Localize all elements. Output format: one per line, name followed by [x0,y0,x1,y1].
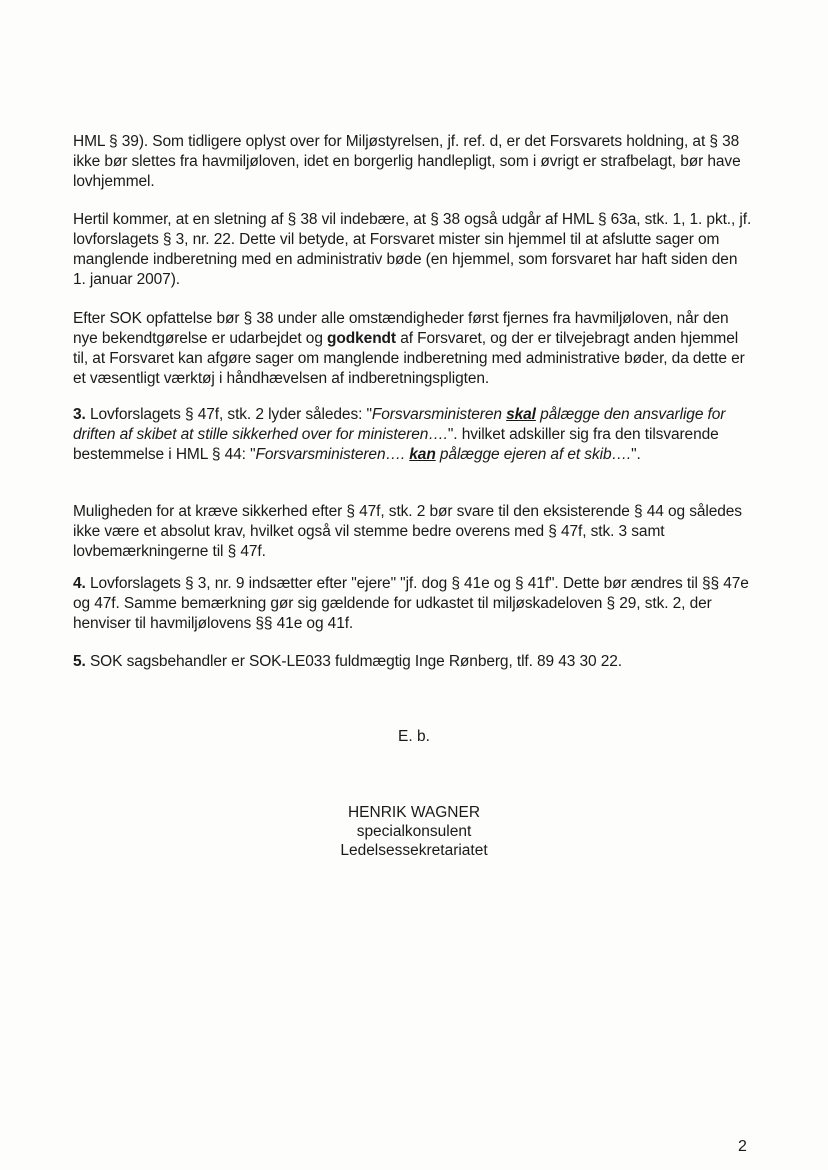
paragraph-muligheden [73,502,753,562]
quote-italic: Forsvarsministeren…. [255,446,410,463]
paragraph-text-a: Efter SOK opfattelse bør § 38 under alle omstændigheder først fjernes fra havmiljøloven, når den nye bekendtgørelse er udarbejdet og [73,310,729,347]
paragraph-text: Muligheden for at kræve sikkerhed efter § 47f, stk. 2 bør svare til den eksisterende § 44 og således ikke være et absolut krav, hvilket også vil stemme bedre overens med § 47f, stk. 3 samt lovbemærkningerne til § 47f. [73,503,742,560]
paragraph-sok-opfattelse [73,309,753,389]
point-number: 5. [73,653,86,670]
page-number: 2 [738,1138,747,1155]
paragraph-sletning [73,210,753,290]
quote-emphasis: kan [409,446,436,463]
signature-title: specialkonsulent [356,823,472,840]
closing-eb: E. b. [398,728,430,745]
point-number: 3. [73,406,86,423]
paragraph-text: ". hvilket adskiller sig fra den tilsvarende bestemmelse i HML § 44: " [73,426,719,463]
bold-word: godkendt [327,330,396,347]
paragraph-point-4 [73,574,753,634]
quote-italic: Forsvarsministeren [371,406,507,423]
signature-name: HENRIK WAGNER [347,804,481,821]
quote-italic: pålægge den ansvarlige for driften af skibet at stille sikkerhed over for ministeren…. [73,406,726,443]
paragraph-point-3 [73,405,753,465]
quote-emphasis: skal [506,406,536,423]
paragraph-text: HML § 39). Som tidligere oplyst over for Miljøstyrelsen, jf. ref. d, er det Forsvarets holdning, at § 38 ikke bør slettes fra havmiljøloven, idet en borgerlig handlepligt, som i øvrigt er strafbelagt, bør have lovhjemmel. [73,133,741,190]
paragraph-point-5 [73,652,753,672]
paragraph-text: Lovforslagets § 47f, stk. 2 lyder således: " [85,406,372,423]
quote-italic: pålægge ejeren af et skib…. [435,446,632,463]
signature-department: Ledelsessekretariatet [340,842,488,859]
paragraph-text: SOK sagsbehandler er SOK-LE033 fuldmægtig Inge Rønberg, tlf. 89 43 30 22. [85,653,623,670]
point-number: 4. [73,575,86,592]
paragraph-text-b: af Forsvaret, og der er tilvejebragt anden hjemmel til, at Forsvaret kan afgøre sager om manglende indberetning med administrative bøder, da dette er et væsentligt værktøj i håndhævelsen af indberetningspligten. [73,330,745,387]
paragraph-text: Hertil kommer, at en sletning af § 38 vil indebære, at § 38 også udgår af HML § 63a, stk. 1, 1. pkt., jf. lovforslagets § 3, nr. 22. Dette vil betyde, at Forsvaret mister sin hjemmel til at afslutte sager om manglende indberetning med en administrativ bøde (en hjemmel, som forsvaret har haft siden den 1. januar 2007). [73,211,752,288]
paragraph-hml-39 [73,132,753,192]
paragraph-text: Lovforslagets § 3, nr. 9 indsætter efter "ejere" "jf. dog § 41e og § 41f". Dette bør ændres til §§ 47e og 47f. Samme bemærkning gør sig gældende for udkastet til miljøskadeloven § 29, stk. 2, der henviser til havmiljølovens §§ 41e og 41f. [73,575,749,632]
paragraph-text: ". [631,446,641,463]
